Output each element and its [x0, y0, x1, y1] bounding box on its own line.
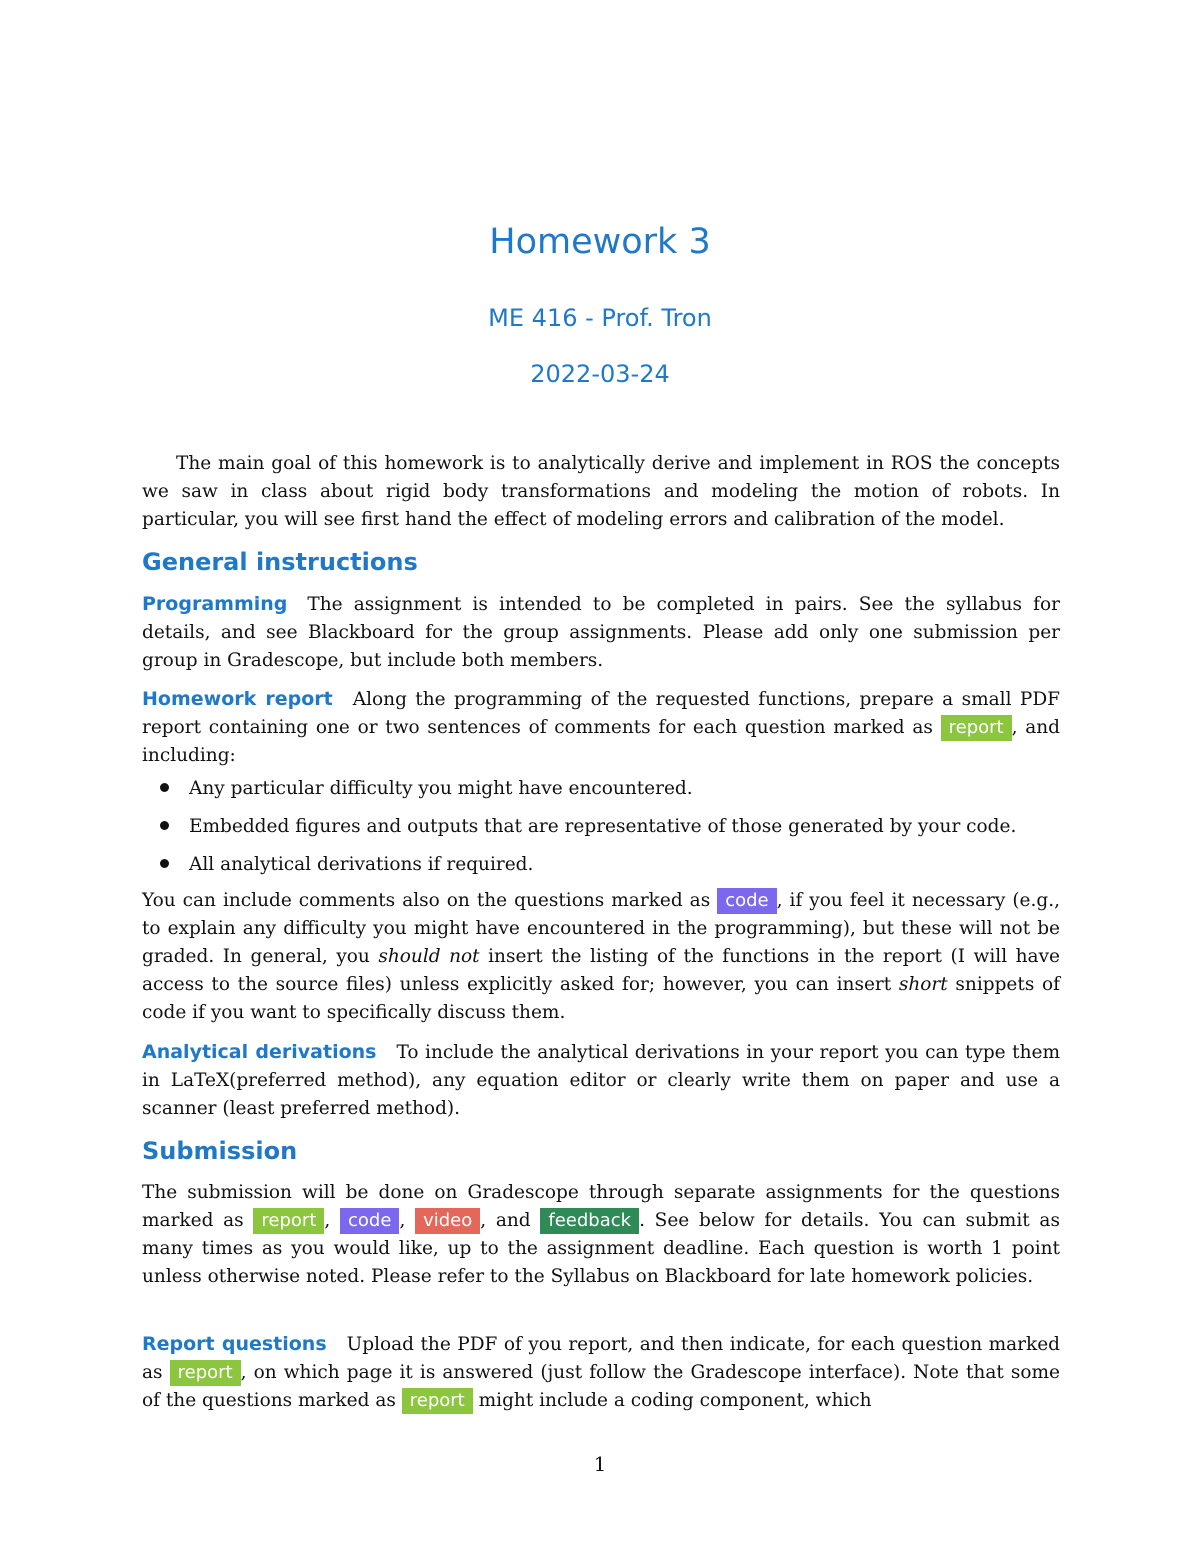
report-questions-text-c: might include a coding component, which — [478, 1390, 872, 1411]
programming-paragraph — [142, 590, 1060, 675]
general-instructions-heading: General instructions — [142, 548, 418, 576]
bullet-item — [160, 854, 533, 875]
bullet-text: Embedded figures and outputs that are representative of those generated by your code. — [189, 816, 1017, 837]
separator: , — [399, 1210, 406, 1231]
report-text-a: Along the programming of the requested functions, prepare a small PDF report containing one or two sentences of comments for each question marked as — [142, 689, 1060, 738]
comments-text-b: , if you feel it necessary (e.g., to explain any difficulty you might have encountered in the programming), but these will not be graded. In general, you — [142, 890, 1060, 967]
submission-text-b: . See below for details. You can submit as many times as you would like, up to the assignment deadline. Each question is worth 1 point unless otherwise noted. Please refer to the Syllabus on Blackboard for late homework policies. — [142, 1210, 1060, 1287]
comments-text-a: You can include comments also on the questions marked as — [142, 890, 711, 911]
report-tag: report — [253, 1208, 324, 1234]
bullet-dot — [160, 859, 169, 868]
separator: , — [324, 1210, 331, 1231]
homework-report-paragraph — [142, 685, 1060, 770]
bullet-item — [160, 816, 1016, 837]
report-tag: report — [170, 1360, 241, 1386]
page-number: 1 — [593, 1452, 607, 1476]
bullet-text: All analytical derivations if required. — [189, 854, 534, 875]
comments-text-c: insert the listing of the functions in the report (I will have access to the source files) unless explicitly asked for; however, you can insert — [142, 946, 1060, 995]
comments-paragraph — [142, 887, 1060, 1027]
submission-heading: Submission — [142, 1137, 298, 1165]
comments-emphasis-should-not: should not — [378, 946, 480, 967]
intro-paragraph: The main goal of this homework is to analytically derive and implement in ROS the concepts we saw in class about rigid body transformations and modeling the motion of robots. In particular, you will see first hand the effect of modeling errors and calibration of the model. — [142, 453, 1060, 530]
report-questions-paragraph — [142, 1330, 1060, 1415]
code-tag: code — [717, 888, 776, 914]
feedback-tag: feedback — [540, 1208, 639, 1234]
latex-logo: LaTeX — [170, 1070, 230, 1091]
comments-text-d: snippets of code if you want to specifically discuss them. — [142, 974, 1060, 1023]
derivations-paragraph — [142, 1038, 1060, 1123]
report-tag: report — [402, 1388, 473, 1414]
homework-report-heading: Homework report — [142, 688, 333, 710]
report-questions-text-b: , on which page it is answered (just follow the Gradescope interface). Note that some of the questions marked as — [142, 1362, 1060, 1411]
derivations-text-a: To include the analytical derivations in your report you can type them in — [142, 1042, 1060, 1091]
separator: , and — [480, 1210, 531, 1231]
course-line: ME 416 - Prof. Tron — [488, 304, 712, 332]
date-line: 2022-03-24 — [530, 360, 670, 388]
bullet-text: Any particular difficulty you might have encountered. — [189, 778, 693, 799]
programming-text: The assignment is intended to be completed in pairs. See the syllabus for details, and see Blackboard for the group assignments. Please add only one submission per group in Gradescope, but include both members. — [142, 594, 1060, 671]
bullet-item — [160, 778, 693, 799]
report-text-b: , and including: — [142, 717, 1060, 766]
report-tag: report — [941, 715, 1012, 741]
video-tag: video — [415, 1208, 480, 1234]
bullet-dot — [160, 821, 169, 830]
comments-emphasis-short: short — [898, 974, 948, 995]
bullet-dot — [160, 783, 169, 792]
report-questions-heading: Report questions — [142, 1333, 327, 1355]
derivations-text-b: (preferred method), any equation editor or clearly write them on paper and use a scanner (least preferred method). — [142, 1070, 1060, 1119]
submission-paragraph — [142, 1179, 1060, 1291]
programming-heading: Programming — [142, 593, 288, 615]
analytical-derivations-heading: Analytical derivations — [142, 1041, 377, 1063]
document-title: Homework 3 — [489, 222, 711, 262]
code-tag: code — [340, 1208, 399, 1234]
submission-text-a: The submission will be done on Gradescope through separate assignments for the questions marked as — [142, 1182, 1060, 1231]
report-questions-text-a: Upload the PDF of you report, and then indicate, for each question marked as — [142, 1334, 1061, 1383]
